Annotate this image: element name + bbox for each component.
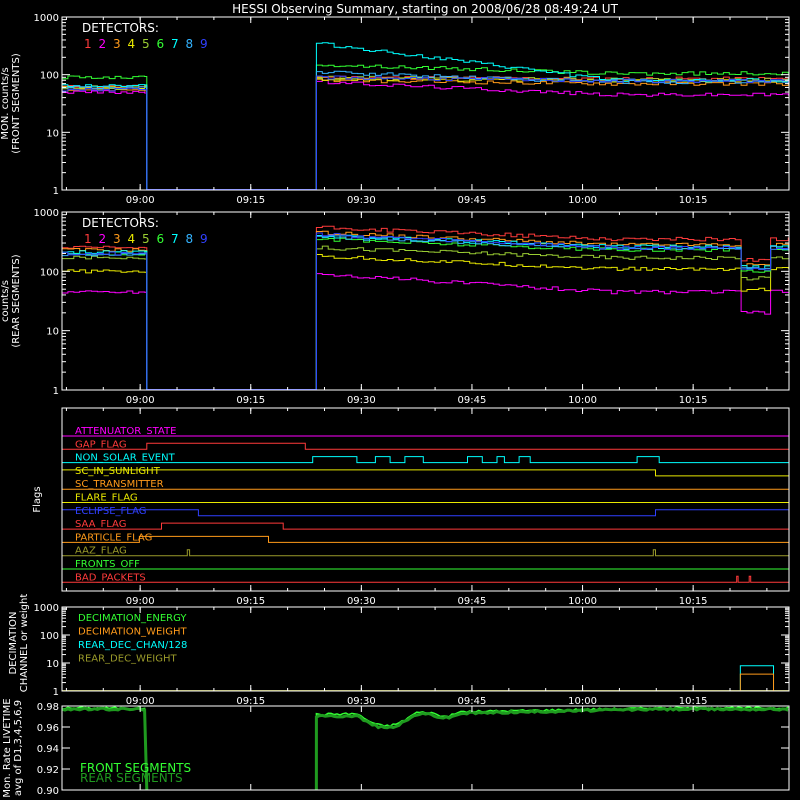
flag-line-eclipse_flag xyxy=(62,510,789,516)
flag-label-sc_in_sunlight: SC_IN_SUNLIGHT xyxy=(75,465,160,477)
detector-series-9-line xyxy=(62,76,788,190)
y-axis-label xyxy=(0,53,22,154)
legend-detector-4: 4 xyxy=(127,232,136,246)
y-axis-label xyxy=(8,594,30,693)
legend-detector-9: 9 xyxy=(200,37,208,51)
y-axis-label-line: counts/s xyxy=(0,279,11,323)
y-tick-label: 1000 xyxy=(33,208,59,219)
legend-detector-3: 3 xyxy=(113,232,121,246)
detector-series-6-line xyxy=(62,238,788,389)
y-tick-label: 1 xyxy=(52,687,59,698)
rear-segments-panel xyxy=(0,208,789,406)
flag-line-aaz_flag xyxy=(62,550,789,556)
y-tick-label: 0.96 xyxy=(36,723,59,734)
flag-line-gap_flag xyxy=(62,443,789,449)
y-axis-label xyxy=(0,254,22,347)
detector-series-2-line xyxy=(62,274,788,390)
x-tick-label: 09:30 xyxy=(346,596,376,607)
legend-detector-9: 9 xyxy=(200,232,208,246)
flags-panel xyxy=(32,408,789,607)
x-tick-label: 10:15 xyxy=(678,596,708,607)
y-tick-label: 100 xyxy=(39,631,59,642)
y-axis-label-line: CHANNEL or weight xyxy=(19,593,30,693)
x-tick-label: 09:00 xyxy=(125,696,155,707)
decimation-panel xyxy=(8,594,789,707)
flag-line-particle_flag xyxy=(62,536,789,542)
legend-detector-1: 1 xyxy=(84,232,92,246)
y-axis-label-line: (REAR SEGMENTS) xyxy=(11,254,22,348)
x-tick-label: 09:15 xyxy=(236,395,266,406)
y-axis-label-line: (FRONT SEGMENTS) xyxy=(11,53,22,154)
legend-detector-7: 7 xyxy=(171,37,179,51)
legend-title: DETECTORS: xyxy=(82,21,159,35)
flag-label-non_solar_event: NON_SOLAR_EVENT xyxy=(75,452,175,464)
y-axis-label-line: avg of D1,3,4,5,6,9 xyxy=(13,699,24,797)
y-tick-label: 1 xyxy=(52,186,59,197)
y-tick-label: 100 xyxy=(39,267,59,279)
legend-detector-8: 8 xyxy=(185,37,194,51)
x-tick-label: 10:00 xyxy=(568,696,597,707)
y-tick-label: 1000 xyxy=(33,13,59,24)
x-tick-label: 09:45 xyxy=(457,395,487,406)
detector-series-8-line xyxy=(62,236,788,390)
y-tick-label: 1 xyxy=(52,386,59,397)
flag-label-attenuator_state: ATTENUATOR_STATE xyxy=(75,426,177,437)
flag-label-aaz_flag: AAZ_FLAG xyxy=(75,545,127,557)
x-tick-label: 09:00 xyxy=(125,195,155,206)
detector-series-5-line xyxy=(62,246,788,389)
y-tick-label: 10 xyxy=(46,659,59,670)
x-tick-label: 09:15 xyxy=(236,195,266,206)
legend-detector-4: 4 xyxy=(127,37,136,51)
legend-detector-2: 2 xyxy=(98,232,107,246)
detector-series-8-line xyxy=(62,71,788,189)
x-tick-label: 09:45 xyxy=(457,696,487,707)
legend-decimation-energy: DECIMATION_ENERGY xyxy=(78,613,187,624)
legend-rear-dec-weight: REAR_DEC_WEIGHT xyxy=(78,653,177,665)
decimation-weight-line xyxy=(740,674,773,691)
flag-label-flare_flag: FLARE_FLAG xyxy=(75,492,138,504)
flag-label-particle_flag: PARTICLE_FLAG xyxy=(75,532,153,544)
legend-detector-2: 2 xyxy=(98,37,107,51)
legend-rear-segments: REAR SEGMENTS xyxy=(80,771,183,785)
x-tick-label: 09:30 xyxy=(346,195,376,206)
x-tick-label: 09:15 xyxy=(236,596,266,607)
legend-rear-dec-chan-128: REAR_DEC_CHAN/128 xyxy=(78,640,188,651)
detector-series-7-line xyxy=(62,43,788,190)
x-tick-label: 10:15 xyxy=(678,395,708,406)
legend-decimation-weight: DECIMATION_WEIGHT xyxy=(78,626,187,638)
chart-title: HESSI Observing Summary, starting on 2008/06/28 08:49:24 UT xyxy=(232,2,618,16)
legend-detector-1: 1 xyxy=(84,37,92,51)
y-axis-label-line: Flags xyxy=(32,486,43,513)
legend-detector-6: 6 xyxy=(156,232,165,246)
x-tick-label: 10:00 xyxy=(568,395,597,406)
x-tick-label: 09:45 xyxy=(457,596,487,607)
legend-detector-5: 5 xyxy=(142,232,150,246)
y-tick-label: 1000 xyxy=(33,603,59,614)
y-tick-label: 0.94 xyxy=(36,744,59,755)
detector-series-4-line xyxy=(62,255,788,390)
flag-label-eclipse_flag: ECLIPSE_FLAG xyxy=(75,505,147,517)
x-tick-label: 09:15 xyxy=(236,696,266,707)
x-tick-label: 10:00 xyxy=(568,195,597,206)
y-axis-label-line: DECIMATION xyxy=(8,611,19,675)
legend-detector-8: 8 xyxy=(185,232,194,246)
detector-series-7-line xyxy=(62,235,788,389)
y-tick-label: 10 xyxy=(46,128,59,140)
detector-series-3-line xyxy=(62,231,788,389)
flag-label-saa_flag: SAA_FLAG xyxy=(75,519,127,531)
flag-label-sc_transmitter: SC_TRANSMITTER xyxy=(75,479,164,491)
rear-dec-chan-line xyxy=(740,666,773,691)
flag-label-fronts_off: FRONTS_OFF xyxy=(75,559,140,570)
x-tick-label: 09:00 xyxy=(125,395,155,406)
legend-detector-5: 5 xyxy=(142,37,150,51)
x-tick-label: 10:00 xyxy=(568,596,597,607)
y-tick-label: 100 xyxy=(39,70,59,82)
flag-line-saa_flag xyxy=(62,523,789,529)
x-tick-label: 09:45 xyxy=(457,195,487,206)
flag-line-bad_packets xyxy=(62,576,789,582)
flag-line-sc_in_sunlight xyxy=(62,470,789,476)
x-tick-label: 09:30 xyxy=(346,696,376,707)
detector-series-2-line xyxy=(62,80,788,189)
y-axis-label xyxy=(32,486,43,512)
detector-series-3-line xyxy=(62,79,788,190)
y-tick-label: 10 xyxy=(46,326,59,338)
legend-detector-7: 7 xyxy=(171,232,179,246)
legend-detector-3: 3 xyxy=(113,37,121,51)
x-tick-label: 10:15 xyxy=(678,696,708,707)
x-tick-label: 09:30 xyxy=(346,395,376,406)
detector-series-4-line xyxy=(62,77,788,189)
y-tick-label: 0.90 xyxy=(36,786,59,797)
front-segments-panel xyxy=(0,13,789,206)
legend-front-segments: FRONT SEGMENTS xyxy=(80,761,192,775)
legend-title: DETECTORS: xyxy=(82,216,159,230)
y-axis-label-line: Mon. Rate LIVETIME xyxy=(2,698,13,798)
y-tick-label: 0.92 xyxy=(36,765,59,776)
flag-label-gap_flag: GAP_FLAG xyxy=(75,439,127,451)
flag-label-bad_packets: BAD_PACKETS xyxy=(75,572,146,584)
detector-series-5-line xyxy=(62,76,788,189)
y-axis-label-line: MON. counts/s xyxy=(0,67,11,140)
x-tick-label: 10:15 xyxy=(678,195,708,206)
legend-detector-6: 6 xyxy=(156,37,165,51)
y-tick-label: 0.98 xyxy=(36,702,59,713)
livetime-panel xyxy=(2,698,789,797)
x-tick-label: 09:00 xyxy=(125,596,155,607)
detector-series-1-line xyxy=(62,76,788,189)
y-axis-label xyxy=(2,698,24,797)
